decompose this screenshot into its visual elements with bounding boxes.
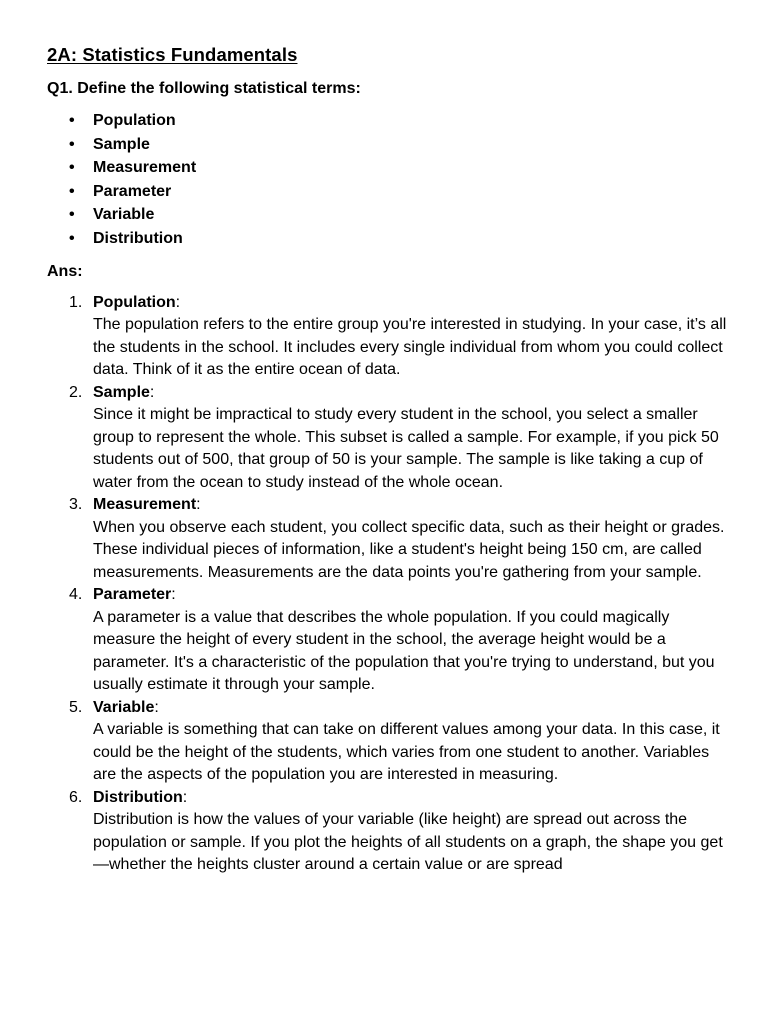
answer-term-colon: : [182,788,188,806]
answer-text: The population refers to the entire group you're interested in studying. In your case, it’s all the students in the school. It includes every single individual from whom you could collect data. Think of it as the entire ocean of data. [93,316,727,379]
answer-text: Distribution is how the values of your variable (like height) are spread out across the population or sample. If you plot the heights of all students on a graph, the shape you get—whether the heights cluster around a certain value or are spread [93,811,723,874]
answer-number: 5. [69,698,83,716]
answer-term: Parameter [93,586,172,604]
bullet-icon: • [69,135,75,153]
answer-item [47,292,727,382]
bullet-icon: • [69,206,75,224]
answer-term-colon: : [149,383,155,401]
answer-term: Variable [93,698,155,716]
terms-list-item [47,227,727,251]
answer-term-colon: : [196,496,201,514]
answer-term: Sample [93,383,150,401]
answer-item [47,382,727,495]
answer-text: Since it might be impractical to study every student in the school, you select a smaller group to represent the whole. This subset is called a sample. For example, if you pick 50 students out of 500, that group of 50 is your sample. The sample is like taking a cup of water from the ocean to study instead of the whole ocean. [93,406,719,491]
terms-list-item [47,109,727,133]
answers-list [47,292,727,877]
answer-term: Measurement [93,496,197,514]
answer-label: Ans: [47,262,83,280]
term-label: Variable [93,206,155,224]
term-label: Distribution [93,229,183,247]
terms-list-item [47,156,727,180]
answer-item [47,584,727,697]
answer-text: A parameter is a value that describes the whole population. If you could magically measure the height of every student in the school, the average height would be a parameter. It's a characteristic of the population that you're trying to understand, but you usually estimate it through your sample. [93,608,715,694]
answer-term: Population [93,293,176,311]
terms-list-item [47,203,727,227]
term-label: Measurement [93,159,197,177]
answer-item [47,697,727,787]
answer-number: 3. [69,496,83,514]
answer-number: 6. [69,788,83,806]
terms-list-item [47,180,727,204]
term-label: Sample [93,135,150,153]
terms-list-item [47,133,727,157]
answer-term-colon: : [171,586,176,604]
answer-text: When you observe each student, you collect specific data, such as their height or grades. These individual pieces of information, like a student's height being 150 cm, are called measurements. Measurements are the data points you're gathering from your sample. [93,518,725,581]
bullet-icon: • [69,182,75,200]
terms-list [47,109,727,251]
answer-item [47,787,727,877]
bullet-icon: • [69,229,75,247]
answer-text: A variable is something that can take on different values among your data. In this case, it could be the height of the students, which varies from one student to another. Variables are the aspects of the population you are interested in measuring. [93,721,720,784]
bullet-icon: • [69,159,75,177]
answer-term-colon: : [154,698,159,716]
answer-term: Distribution [93,788,183,806]
term-label: Parameter [93,182,172,200]
bullet-icon: • [69,112,75,129]
answer-number: 4. [69,586,83,604]
document-body [47,42,727,877]
term-label: Population [93,112,176,129]
answer-number: 2. [69,383,83,401]
question-heading: Q1. Define the following statistical terms: [47,80,361,97]
answer-item [47,494,727,584]
answer-number: 1. [69,293,83,311]
document-title: 2A: Statistics Fundamentals [47,44,298,65]
answer-term-colon: : [175,293,181,311]
